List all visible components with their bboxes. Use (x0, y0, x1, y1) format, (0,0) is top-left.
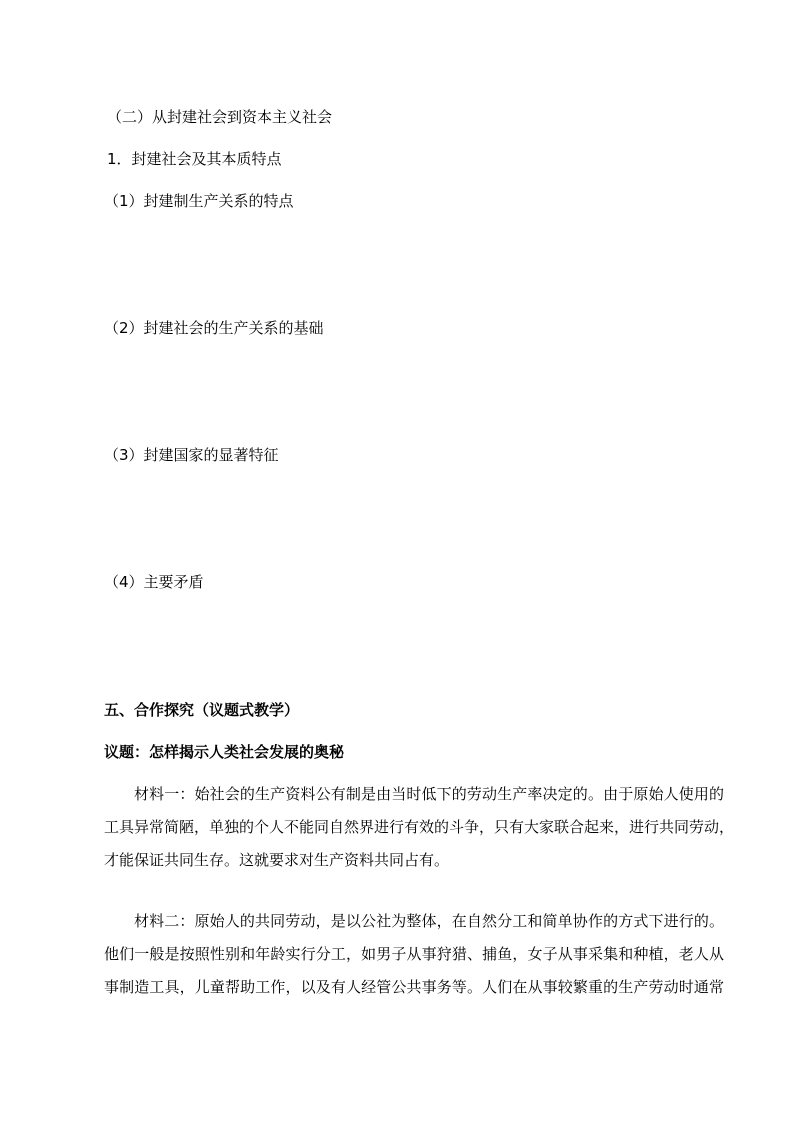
topic-heading: 议题：怎样揭示人类社会发展的奥秘 (104, 743, 345, 761)
paragraph-line: 才能保证共同生存。这就要求对生产资料共同占有。 (104, 851, 450, 869)
paragraph-line: 材料二：原始人的共同劳动，是以公社为整体，在自然分工和简单协作的方式下进行的。 (134, 912, 724, 930)
paragraph-line: 事制造工具，儿童帮助工作，以及有人经管公共事务等。人们在从事较繁重的生产劳动时通常 (104, 978, 724, 996)
material-two-paragraph (104, 905, 724, 1004)
material-one-paragraph (104, 778, 735, 877)
paragraph-line: 他们一般是按照性别和年龄实行分工，如男子从事狩猎、捕鱼，女子从事采集和种植，老人从 (104, 945, 724, 963)
subitem-heading: （1）封建制生产关系的特点 (104, 192, 294, 210)
paragraph-line: 材料一：始社会的生产资料公有制是由当时低下的劳动生产率决定的。由于原始人使用的 (134, 785, 724, 803)
cooperative-inquiry-heading: 五、合作探究（议题式教学） (104, 701, 300, 719)
item-heading: 1．封建社会及其本质特点 (107, 150, 282, 168)
subitem-heading: （2）封建社会的生产关系的基础 (104, 319, 324, 337)
subitem-heading: （4）主要矛盾 (104, 573, 204, 591)
subitem-heading: （3）封建国家的显著特征 (104, 446, 279, 464)
paragraph-line: 工具异常简陋，单独的个人不能同自然界进行有效的斗争，只有大家联合起来，进行共同劳动， (104, 818, 735, 836)
section-heading: （二）从封建社会到资本主义社会 (107, 108, 333, 126)
